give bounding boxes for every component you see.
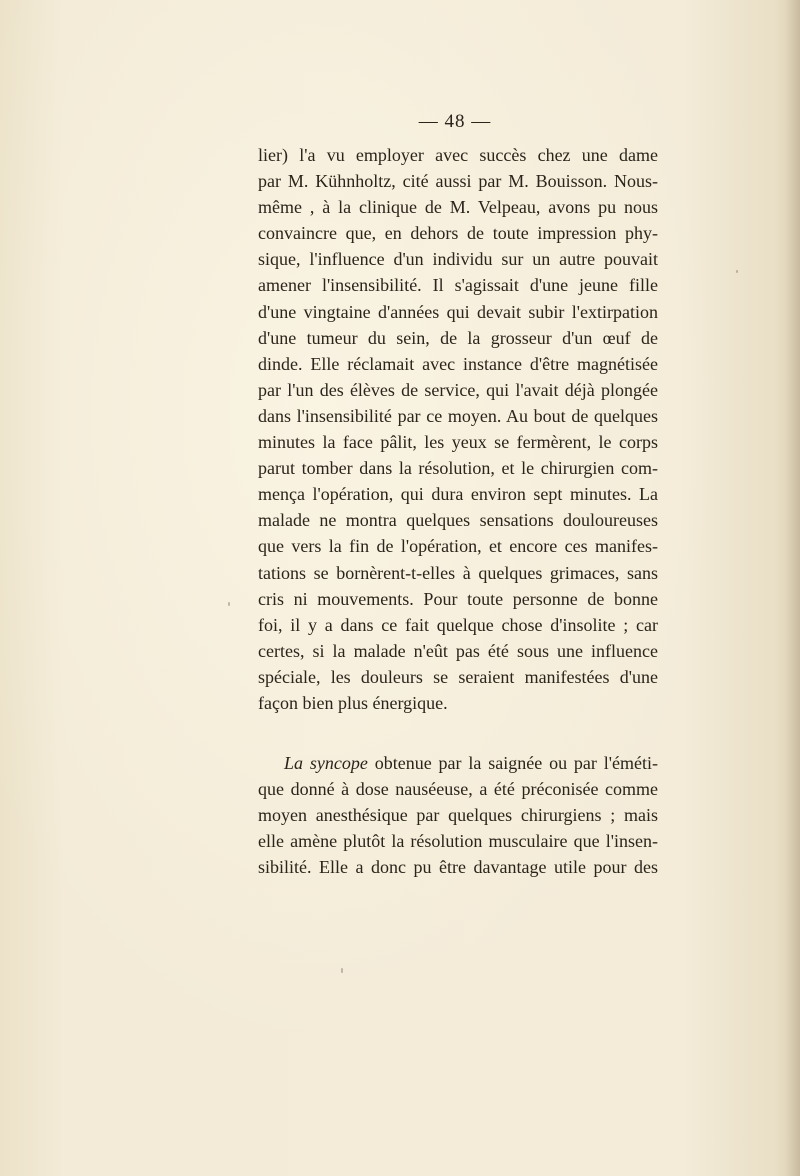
page-number: — 48 —	[418, 111, 492, 132]
text-line: par M. Kühnholtz, cité aussi par M. Bouisson. Nous-	[258, 171, 658, 192]
text-line: dans l'insensibilité par ce moyen. Au bout de quelques	[258, 405, 658, 426]
text-line: spéciale, les douleurs se seraient manifestées d'une	[258, 666, 658, 687]
opening-line-rest: obtenue par la saignée ou par l'éméti-	[367, 753, 658, 774]
text-line-last: façon bien plus énergique.	[258, 692, 448, 713]
text-line: elle amène plutôt la résolution musculaire que l'insen-	[258, 831, 658, 852]
italic-term: La syncope	[284, 753, 368, 774]
text-line: d'une vingtaine d'années qui devait subir l'extirpation	[258, 301, 658, 322]
text-line: minutes la face pâlit, les yeux se fermèrent, le corps	[258, 432, 658, 453]
body-text	[258, 142, 658, 881]
text-line: certes, si la malade n'eût pas été sous une influence	[258, 640, 658, 661]
text-line: foi, il y a dans ce fait quelque chose d'insolite ; car	[258, 614, 658, 635]
text-line: cris ni mouvements. Pour toute personne de bonne	[258, 588, 658, 609]
text-line: que vers la fin de l'opération, et encore ces manifes-	[258, 536, 658, 557]
text-line: tations se bornèrent-t-elles à quelques grimaces, sans	[258, 562, 658, 583]
text-line: sibilité. Elle a donc pu être davantage utile pour des	[258, 857, 658, 878]
page-edge-shadow	[786, 0, 800, 1176]
text-line: sique, l'influence d'un individu sur un autre pouvait	[258, 249, 658, 270]
text-line: moyen anesthésique par quelques chirurgiens ; mais	[258, 805, 658, 826]
text-line: mença l'opération, qui dura environ sept minutes. La	[258, 484, 658, 505]
text-line: parut tomber dans la résolution, et le chirurgien com-	[258, 458, 658, 479]
text-line: amener l'insensibilité. Il s'agissait d'une jeune fille	[258, 275, 658, 296]
text-line: dinde. Elle réclamait avec instance d'être magnétisée	[258, 353, 658, 374]
text-line: malade ne montra quelques sensations douloureuses	[258, 510, 658, 531]
paper-speck	[228, 602, 230, 606]
text-line: convaincre que, en dehors de toute impression phy-	[258, 223, 658, 244]
text-line: par l'un des élèves de service, qui l'avait déjà plongée	[258, 379, 658, 400]
text-line: que donné à dose nauséeuse, a été préconisée comme	[258, 779, 658, 800]
text-line: d'une tumeur du sein, de la grosseur d'un œuf de	[258, 327, 658, 348]
paper-speck	[736, 270, 738, 273]
paragraph-opening-line	[258, 750, 658, 776]
paper-speck	[341, 968, 343, 973]
text-line: lier) l'a vu employer avec succès chez une dame	[258, 145, 658, 165]
paragraph-gap	[258, 716, 658, 750]
text-line: même , à la clinique de M. Velpeau, avons pu nous	[258, 197, 658, 218]
